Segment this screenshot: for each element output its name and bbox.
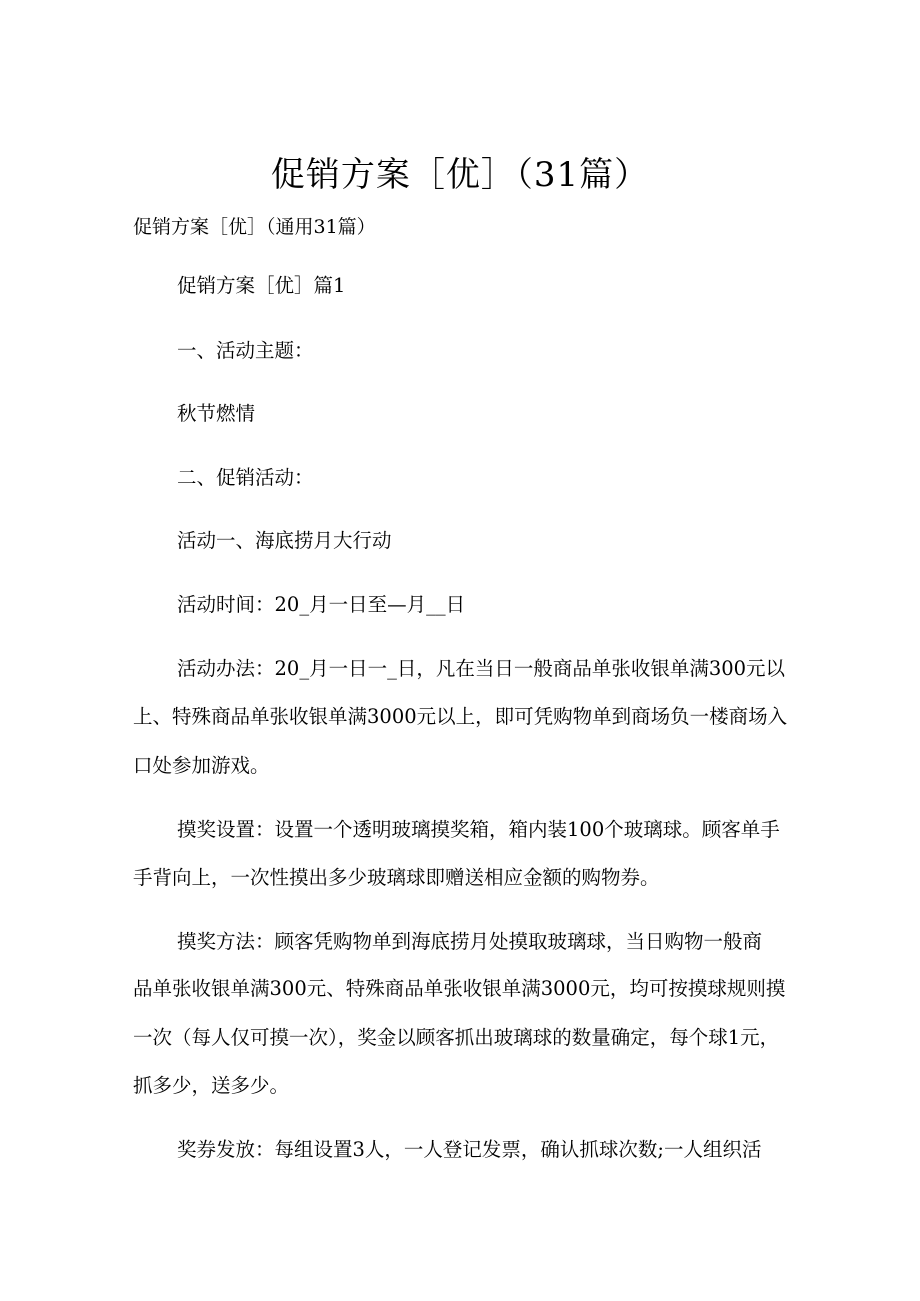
paragraph-line: 活动一、海底捞月大行动 [177, 529, 392, 552]
paragraph-line: 一、活动主题： [177, 339, 314, 362]
paragraph-line: 上、特殊商品单张收银单满3000元以上，即可凭购物单到商场负一楼商场入 [133, 705, 788, 728]
paragraph-line: 一次（每人仅可摸一次），奖金以顾客抓出玻璃球的数量确定，每个球1元， [133, 1026, 780, 1049]
document-subtitle: 促销方案［优］（通用31篇） [133, 216, 376, 238]
paragraph-line: 活动时间：20_月一日至—月__日 [177, 593, 466, 616]
paragraph-line: 摸奖设置：设置一个透明玻璃摸奖箱，箱内装100个玻璃球。顾客单手 [177, 818, 780, 841]
paragraph-line: 手背向上，一次性摸出多少玻璃球即赠送相应金额的购物券。 [133, 866, 660, 889]
paragraph-line: 二、促销活动： [177, 466, 314, 489]
paragraph-line: 活动办法：20_月一日一_日，凡在当日一般商品单张收银单满300元以 [177, 657, 786, 680]
section-heading: 促销方案［优］篇1 [177, 274, 346, 297]
paragraph-line: 口处参加游戏。 [133, 754, 270, 777]
paragraph-line: 摸奖方法：顾客凭购物单到海底捞月处摸取玻璃球，当日购物一般商 [177, 930, 763, 953]
paragraph-line: 奖券发放：每组设置3人，一人登记发票，确认抓球次数;一人组织活 [177, 1138, 762, 1161]
paragraph-line: 秋节燃情 [177, 402, 256, 425]
paragraph-line: 抓多少，送多少。 [133, 1074, 290, 1097]
paragraph-line: 品单张收银单满300元、特殊商品单张收银单满3000元，均可按摸球规则摸 [133, 977, 786, 1000]
document-title: 促销方案［优］（31篇） [270, 155, 650, 195]
